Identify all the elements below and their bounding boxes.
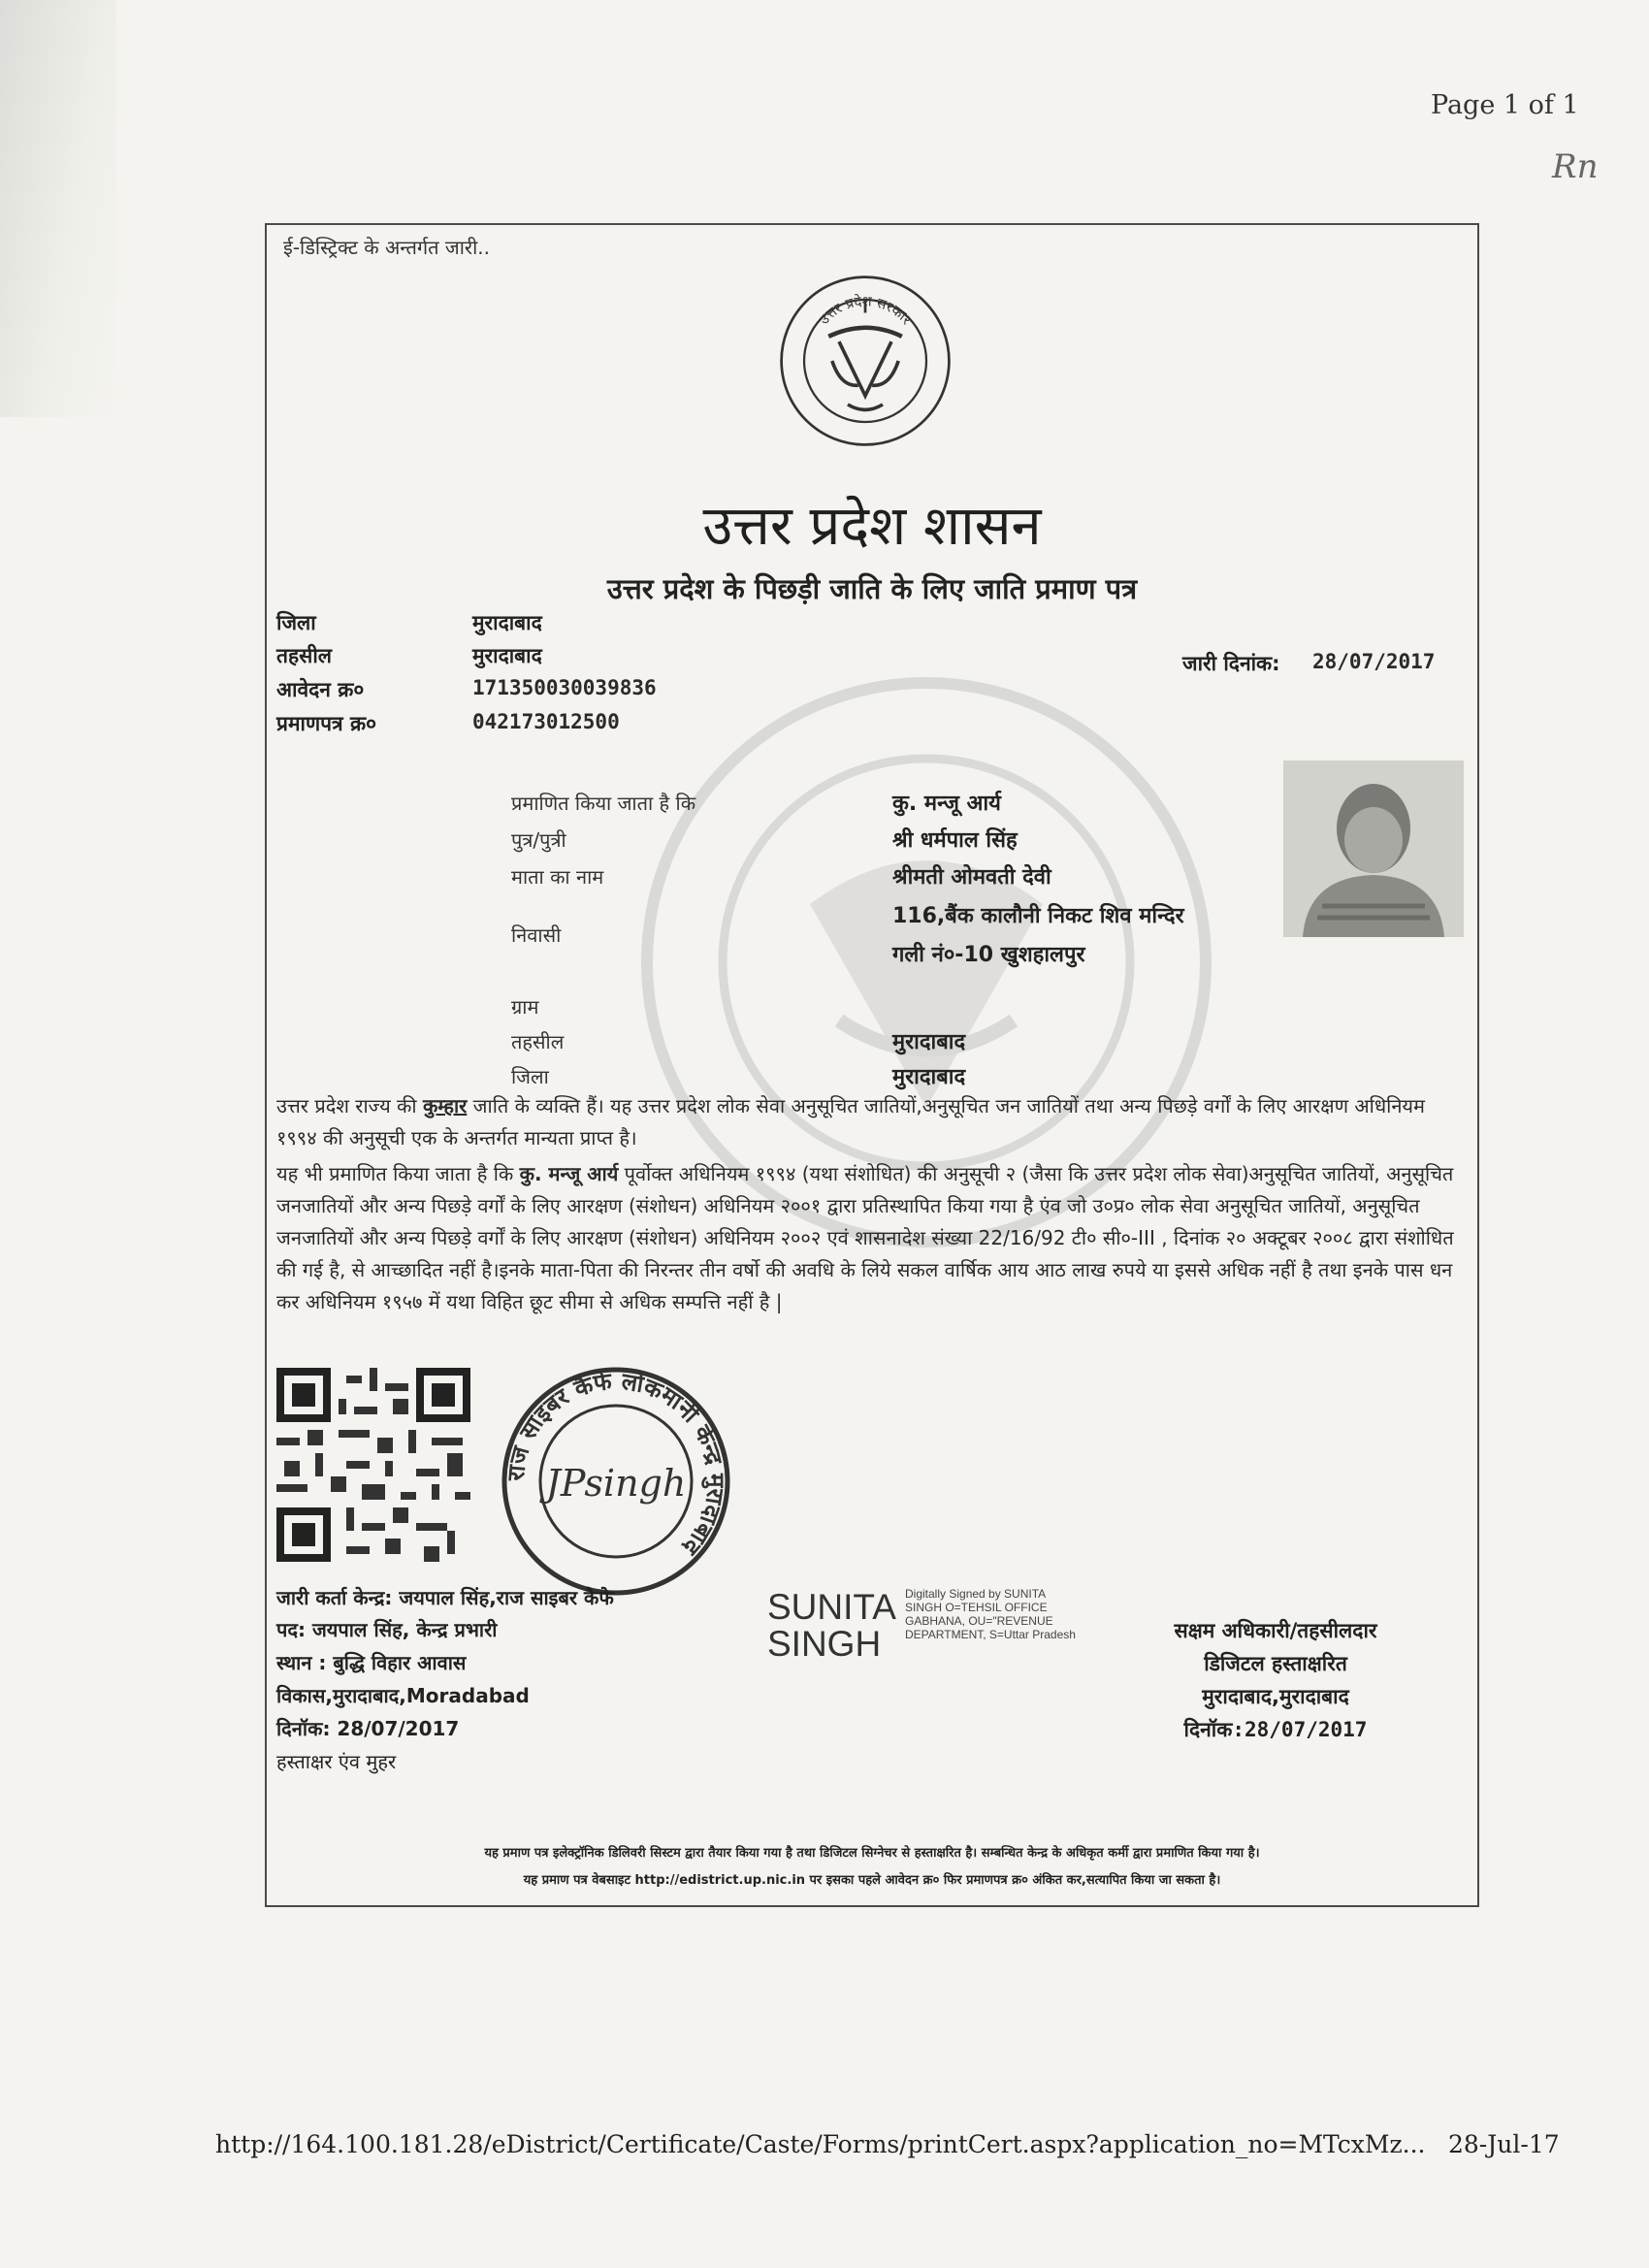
authority-block [1082, 1614, 1470, 1746]
digital-signature [767, 1575, 1078, 1692]
government-title: उत्तर प्रदेश शासन [702, 495, 1042, 558]
authority-title: सक्षम अधिकारी/तहसीलदार [1174, 1619, 1377, 1642]
caste-paragraph [276, 1090, 1468, 1154]
person-tehsil-label: तहसील [511, 1030, 565, 1053]
cyber-cafe-stamp-icon [495, 1360, 737, 1603]
para2-name: कु. मन्जू आर्य [519, 1162, 619, 1185]
stamp-text: राज साइबर कैफे लोकमानी केन्द्र मुरादाबाद [501, 1367, 730, 1561]
person-district-value: मुरादाबाद [892, 1065, 966, 1089]
income-paragraph [276, 1158, 1468, 1318]
sign-seal-text: हस्ताक्षर एंव मुहर [276, 1750, 397, 1773]
father-name: श्री धर्मपाल सिंह [892, 828, 1018, 853]
mother-name: श्रीमती ओमवती देवी [892, 865, 1051, 890]
authority-digital-signed: डिजिटल हस्ताक्षरित [1204, 1652, 1347, 1675]
authority-location: मुरादाबाद,मुरादाबाद [1202, 1685, 1349, 1708]
person-name: कु. मन्जू आर्य [892, 792, 1001, 816]
para1-prefix: उत्तर प्रदेश राज्य की [276, 1094, 423, 1118]
certificate-number-label: प्रमाणपत्र क्र० [276, 712, 377, 735]
issuer-sign-seal [276, 1746, 742, 1778]
certificate-number-value: 042173012500 [472, 710, 620, 733]
issuer-post: पद: जयपाल सिंह, केन्द्र प्रभारी [276, 1618, 498, 1641]
print-url: http://164.100.181.28/eDistrict/Certificate/Caste/Forms/printCert.aspx?application_no=MTcxMz... [215, 2130, 1426, 2158]
person-tehsil-value: मुरादाबाद [892, 1030, 966, 1054]
issuer-center: जारी कर्ता केन्द्र: जयपाल सिंह,राज साइबर कैफे [276, 1586, 614, 1609]
person-photo-icon [1283, 761, 1464, 937]
page-number: Page 1 of 1 [1431, 90, 1579, 120]
qr-code-icon [276, 1368, 470, 1562]
tehsil-value: मुरादाबाद [472, 644, 542, 667]
application-number-value: 171350030039836 [472, 676, 657, 699]
issue-date-label: जारी दिनांक: [1182, 652, 1280, 675]
para2-suffix: पूर्वोक्त अधिनियम १९९४ (यथा संशोधित) की अनुसूची २ (जैसा कि उत्तर प्रदेश लोक सेवा)अनुसूचित जातियों, अनुसूचित जनजातियों और अन्य पिछड़े वर्गों के लिए आरक्षण (संशोधन) अधिनियम २००१ द्वारा प्रतिस्थापित किया गया है एंव जो उ०प्र० लोक सेवा अनुसूचित जातियों, अनुसूचित जनजातियों और अन्य पिछड़े वर्गों के लिए आरक्षण (संशोधन) अधिनियम २००२ एवं शासनादेश संख्या 22/16/92 टी० सी०-III , दिनांक २० अक्टूबर २००८ द्वारा संशोधित की गई है, से आच्छादित नहीं है।इनके माता-पिता की निरन्तर तीन वर्षो की अवधि के लिये सकल वार्षिक आय आठ लाख रुपये या इससे अधिक नहीं है तथा इनके पास धन कर अधिनियम १९५७ में यथा विहित छूट सीमा से अधिक सम्पत्ति नहीं है | [276, 1162, 1454, 1313]
address-line-2: गली नं०-10 खुशहालपुर [892, 943, 1085, 967]
application-number-label: आवेदन क्र० [276, 678, 365, 701]
village-label: ग्राम [511, 995, 539, 1019]
footer-note-2: यह प्रमाण पत्र वेबसाइट http://edistrict.up.nic.in पर इसका पहले आवेदन क्र० फिर प्रमाणपत्र क्र० अंकित कर,सत्यापित किया जा सकता है। [523, 1873, 1221, 1888]
person-district-label: जिला [511, 1065, 549, 1088]
handwritten-initial: Rn [1552, 147, 1599, 186]
para1-suffix: जाति के व्यक्ति हैं। यह उत्तर प्रदेश लोक सेवा अनुसूचित जातियों,अनुसूचित जन जातियों तथा अन्य पिछड़े वर्गों के लिए आरक्षण अधिनियम १९९४ की अनुसूची एक के अन्तर्गत मान्यता प्राप्त है। [276, 1094, 1425, 1150]
district-label: जिला [276, 611, 316, 634]
caste-name: कुम्हार [422, 1094, 468, 1118]
para2-prefix: यह भी प्रमाणित किया जाता है कि [276, 1162, 520, 1185]
issued-under-text: ई-डिस्ट्रिक्ट के अन्तर्गत जारी.. [283, 236, 490, 259]
signer-name-line-1: SUNITA [767, 1587, 896, 1627]
address-line-1: 116,बैंक कालौनी निकट शिव मन्दिर [892, 904, 1184, 928]
applicant-photo [1283, 761, 1464, 937]
resident-label: निवासी [511, 923, 562, 947]
signer-name-line-2: SINGH [767, 1624, 882, 1664]
issue-date-value: 28/07/2017 [1312, 650, 1436, 673]
issuer-place-line-1: स्थान : बुद्धि विहार आवास [276, 1651, 467, 1674]
mother-label: माता का नाम [511, 865, 604, 889]
emblem-text: उत्तर प्रदेश सरकार [816, 294, 915, 329]
tehsil-label: तहसील [276, 644, 332, 667]
up-government-emblem-icon [778, 274, 953, 448]
footer-note-1: यह प्रमाण पत्र इलेक्ट्रॉनिक डिलिवरी सिस्टम द्वारा तैयार किया गया है तथा डिजिटल सिग्नेचर से हस्ताक्षरित है। सम्बन्धित केन्द्र के अधिकृत कर्मी द्वारा प्रमाणित किया गया है। [484, 1846, 1260, 1861]
print-date: 28-Jul-17 [1448, 2130, 1560, 2158]
paper-fold-shadow [0, 0, 116, 417]
certified-label: प्रमाणित किया जाता है कि [511, 792, 696, 815]
authority-date: दिनॉक:28/07/2017 [1183, 1718, 1368, 1741]
district-value: मुरादाबाद [472, 611, 542, 634]
stamp-signature: JPsingh [545, 1462, 687, 1505]
relation-label: पुत्र/पुत्री [511, 828, 566, 852]
issuer-date: दिनॉक: 28/07/2017 [276, 1717, 460, 1740]
certificate-title: उत्तर प्रदेश के पिछड़ी जाति के लिए जाति प्रमाण पत्र [606, 572, 1138, 605]
issuer-place-line-2: विकास,मुरादाबाद,Moradabad [276, 1684, 530, 1707]
digital-signature-detail: Digitally Signed by SUNITA SINGH O=TEHSIL OFFICE GABHANA, OU="REVENUE DEPARTMENT, S=Uttar Pradesh [905, 1587, 1076, 1641]
digital-signature-name [767, 1589, 896, 1663]
certificate-frame [265, 223, 1479, 1907]
